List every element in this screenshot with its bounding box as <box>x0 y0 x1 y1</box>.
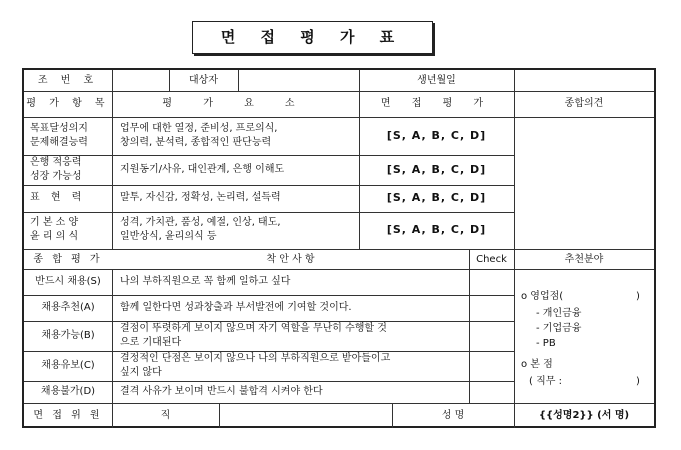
form-title: 면 접 평 가 표 <box>192 21 433 54</box>
grade-label: 채용불가(D) <box>40 386 96 397</box>
field-label: 추천분야 <box>564 254 604 265</box>
criterion-item: 표 현 력 <box>30 192 86 203</box>
position-label: 직 <box>160 410 171 421</box>
exam-no-label: 조 번 호 <box>37 75 99 86</box>
grade-desc: 함께 일한다면 성과창출과 부서발전에 기여할 것이다. <box>120 302 352 313</box>
row-divider <box>24 295 514 296</box>
points-label: 착 안 사 항 <box>266 254 315 265</box>
row-divider <box>24 212 514 213</box>
name-label: 성 명 <box>441 410 465 421</box>
col-divider <box>514 70 515 428</box>
grade-label: 채용유보(C) <box>41 360 95 371</box>
items-header: 평 가 항 목 <box>26 98 110 109</box>
hq-label: o 본 점 <box>521 359 553 370</box>
grade-label: 채용추천(A) <box>41 302 95 313</box>
opinion-header: 종합의견 <box>564 98 604 109</box>
row-divider <box>24 381 514 382</box>
overall-label: 종 합 평 가 <box>33 254 103 265</box>
criterion-factors: 성격, 가치관, 품성, 예절, 인상, 태도, 일반상식, 윤리의식 등 <box>120 217 281 242</box>
criterion-item: 은행 적응력 성장 가능성 <box>30 157 82 182</box>
col-divider <box>219 403 220 428</box>
sub-item-retail: - 개인금융 <box>536 308 582 319</box>
grade-desc: 결점이 뚜렷하게 보이지 않으며 자기 역할을 무난히 수행할 것 으로 기대된다 <box>120 323 387 348</box>
rating-scale[interactable]: [S, A, B, C, D] <box>386 129 487 142</box>
rating-scale[interactable]: [S, A, B, C, D] <box>386 191 487 204</box>
birth-label: 생년월일 <box>417 75 456 86</box>
criterion-factors: 업무에 대한 열정, 준비성, 프로의식, 창의력, 분석력, 종합적인 판단능력 <box>120 123 278 148</box>
grade-desc: 결격 사유가 보이며 반드시 불합격 시켜야 한다 <box>120 386 323 397</box>
criterion-factors: 말투, 자신감, 정확성, 논리력, 설득력 <box>120 192 281 203</box>
row-divider <box>24 249 654 250</box>
duty-label: ( 직무 : <box>529 376 562 387</box>
col-divider <box>112 269 113 403</box>
factors-header: 평 가 요 소 <box>162 98 309 109</box>
grade-label: 채용가능(B) <box>41 330 95 341</box>
row-divider <box>24 91 654 92</box>
signature-field[interactable]: {{성명2}} (서 명) <box>538 410 630 421</box>
rating-header: 면 접 평 가 <box>380 98 493 109</box>
row-divider <box>24 403 654 404</box>
grade-desc: 나의 부하직원으로 꼭 함께 일하고 싶다 <box>120 276 291 287</box>
sub-item-pb: - PB <box>536 338 556 349</box>
check-label: Check <box>476 254 507 265</box>
col-divider <box>238 70 239 92</box>
sales-branch-close: ) <box>636 291 640 302</box>
rating-scale[interactable]: [S, A, B, C, D] <box>386 223 487 236</box>
interviewer-label: 면 접 위 원 <box>33 410 103 421</box>
criterion-factors: 지원동기/사유, 대인관계, 은행 이해도 <box>120 164 285 175</box>
row-divider <box>24 269 654 270</box>
rating-scale[interactable]: [S, A, B, C, D] <box>386 163 487 176</box>
candidate-label: 대상자 <box>189 75 218 86</box>
evaluation-table <box>22 68 656 428</box>
criterion-item: 기 본 소 양 윤 리 의 식 <box>30 217 79 242</box>
criterion-item: 목표달성의지 문제해결능력 <box>30 123 88 148</box>
col-divider <box>469 249 470 403</box>
grade-desc: 결정적인 단점은 보이지 않으나 나의 부하직원으로 받아들이고 싶지 않다 <box>120 353 391 378</box>
row-divider <box>24 185 514 186</box>
duty-close: ) <box>636 376 640 387</box>
row-divider <box>24 117 654 118</box>
sub-item-corporate: - 기업금융 <box>536 323 582 334</box>
grade-label: 반드시 채용(S) <box>35 276 101 287</box>
sales-branch-label: o 영업점( <box>521 291 564 302</box>
